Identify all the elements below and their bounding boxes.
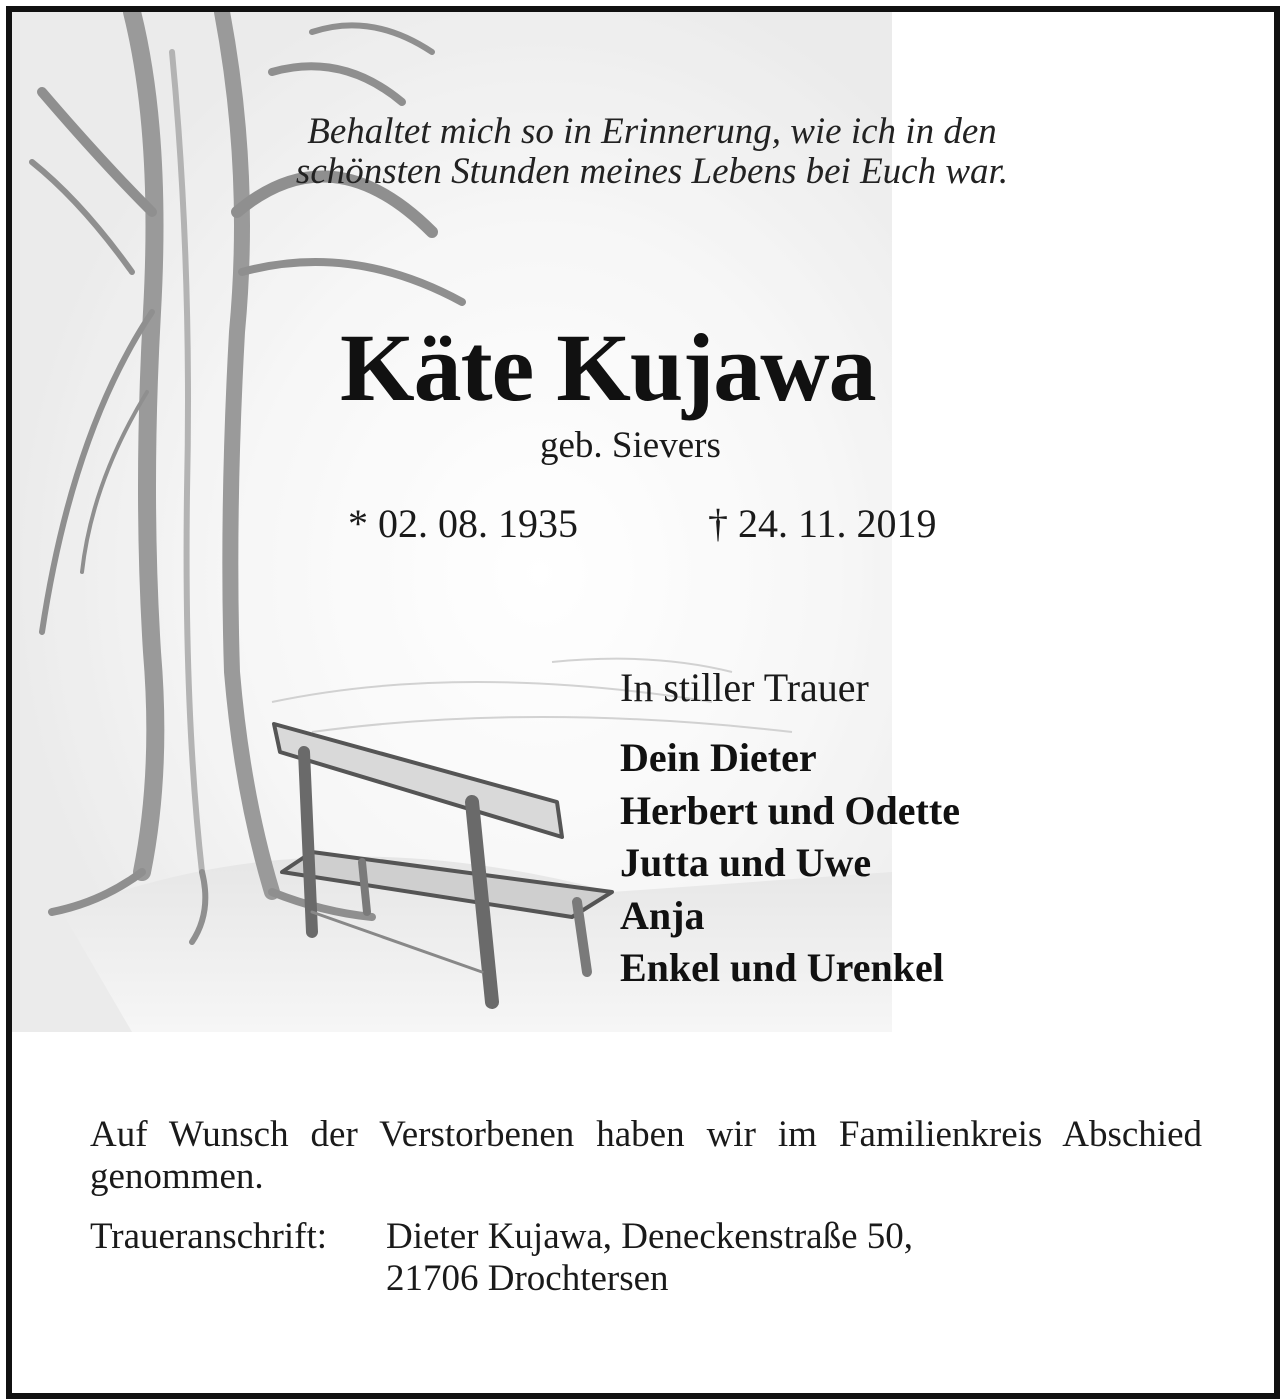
birth-name: geb. Sievers (540, 425, 721, 466)
death-date: † 24. 11. 2019 (708, 501, 937, 546)
memorial-quote (152, 112, 1152, 192)
birth-date: * 02. 08. 1935 (348, 501, 578, 546)
mourner-item: Enkel und Urenkel (620, 945, 944, 990)
mourner-item: Dein Dieter (620, 735, 817, 780)
mourning-heading: In stiller Trauer (620, 665, 869, 710)
mourners-list (620, 732, 960, 995)
mourner-item: Herbert und Odette (620, 787, 960, 833)
quote-line-2: schönsten Stunden meines Lebens bei Euch war. (295, 151, 1009, 192)
address-line-2: 21706 Drochtersen (386, 1258, 669, 1299)
mourner-item: Anja (620, 892, 705, 938)
deceased-name: Käte Kujawa (340, 314, 876, 421)
obituary-frame (6, 6, 1280, 1399)
address-line-1: Dieter Kujawa, Deneckenstraße 50, (386, 1216, 914, 1257)
mourning-address (90, 1216, 913, 1300)
address-label: Traueranschrift: (90, 1216, 328, 1257)
quote-line-1: Behaltet mich so in Erinnerung, wie ich in den (307, 111, 997, 152)
farewell-notice: Auf Wunsch der Verstorbenen haben wir im Familienkreis Abschied genommen. (90, 1114, 1202, 1197)
mourner-item: Jutta und Uwe (620, 840, 872, 885)
